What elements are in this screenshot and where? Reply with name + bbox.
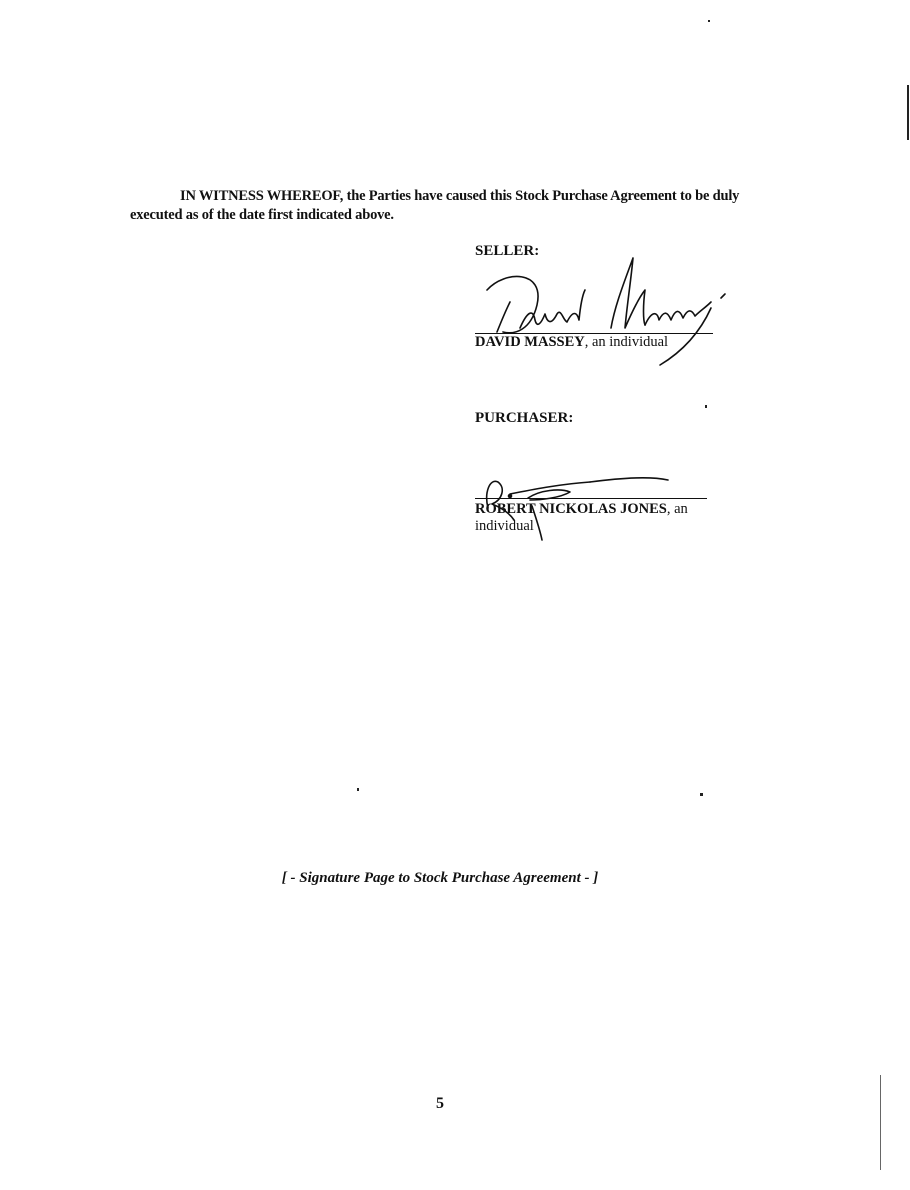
scan-artifact xyxy=(708,20,710,22)
seller-descriptor: , an individual xyxy=(584,334,669,350)
page-number: 5 xyxy=(436,1095,444,1112)
witness-clause: IN WITNESS WHEREOF, the Parties have caused this Stock Purchase Agreement to be duly executed as of the date first indicated above. xyxy=(130,187,740,223)
seller-signature xyxy=(465,250,725,390)
scan-artifact xyxy=(357,788,359,791)
seller-name-line xyxy=(475,334,725,351)
seller-label: SELLER: xyxy=(475,243,540,259)
scan-artifact xyxy=(880,1075,881,1170)
signature-page-caption: [ - Signature Page to Stock Purchase Agreement - ] xyxy=(281,870,599,886)
purchaser-label: PURCHASER: xyxy=(475,410,574,426)
purchaser-name: ROBERT NICKOLAS JONES xyxy=(475,501,667,517)
scan-artifact xyxy=(700,793,703,796)
purchaser-name-line xyxy=(475,501,715,535)
seller-name: DAVID MASSEY xyxy=(475,334,585,350)
purchaser-descriptor: , an individual xyxy=(475,501,688,534)
scan-artifact xyxy=(907,85,909,140)
purchaser-signature-line xyxy=(475,498,707,499)
scan-artifact xyxy=(705,405,707,408)
